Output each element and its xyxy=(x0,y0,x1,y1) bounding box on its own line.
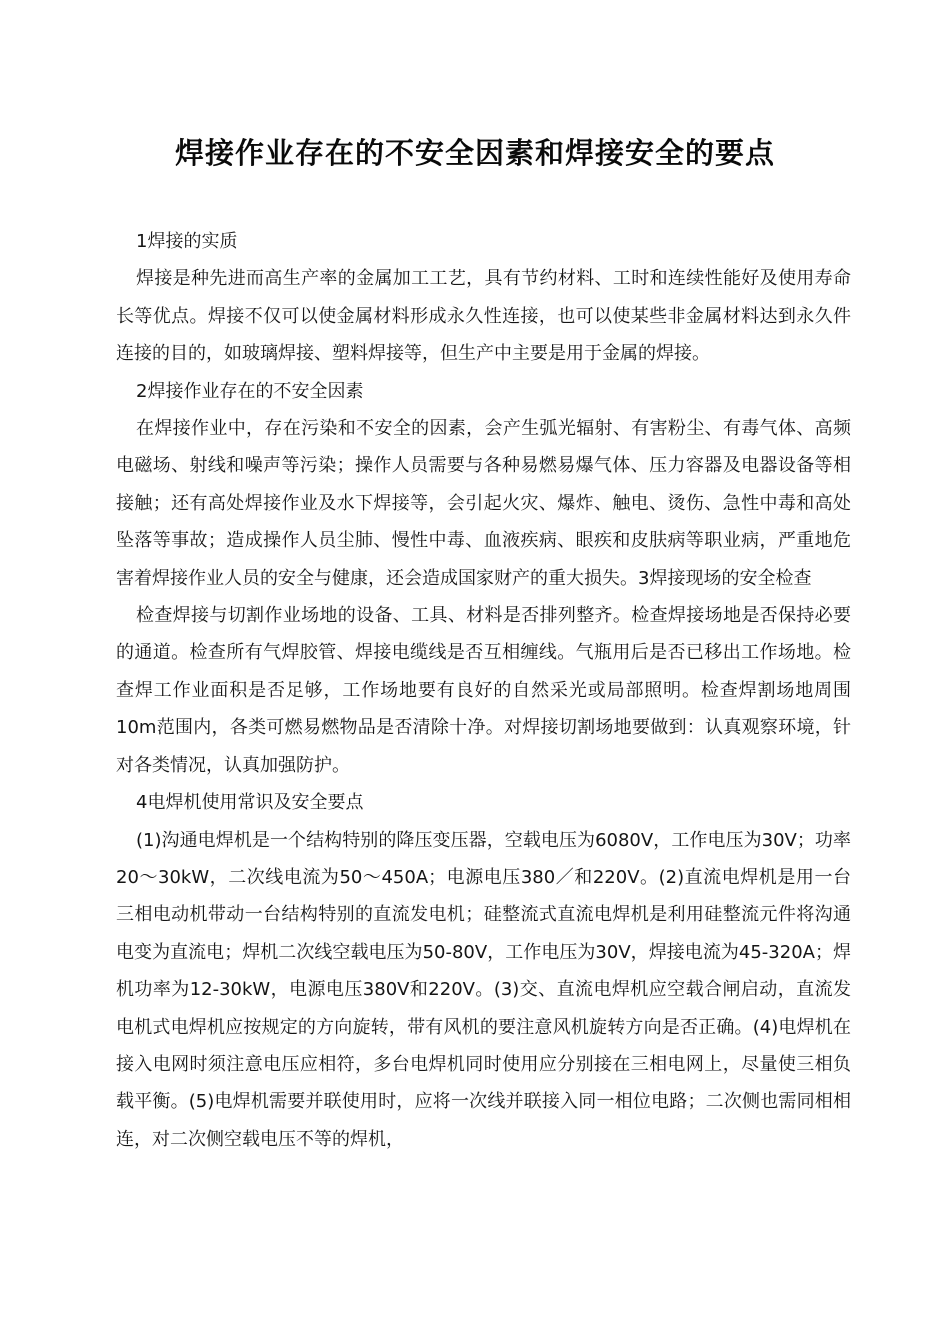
paragraph-welder-safety: (1)沟通电焊机是一个结构特别的降压变压器，空载电压为6080V，工作电压为30V；功率20～30kW，二次线电流为50～450A；电源电压380／和220V。(2)直流电焊机是用一台三相电动机带动一台结构特别的直流发电机；硅整流式直流电焊机是利用硅整流元件将沟通电变为直流电；焊机二次线空载电压为50-80V，工作电压为30V，焊接电流为45-320A；焊机功率为12-30kW，电源电压380V和220V。(3)交、直流电焊机应空载合闸启动，直流发电机式电焊机应按规定的方向旋转，带有风机的要注意风机旋转方向是否正确。(4)电焊机在接入电网时须注意电压应相符，多台电焊机同时使用应分别接在三相电网上，尽量使三相负载平衡。(5)电焊机需要并联使用时，应将一次线并联接入同一相位电路；二次侧也需同相相连，对二次侧空载电压不等的焊机， xyxy=(116,829,851,1150)
section-heading-2: 2焊接作业存在的不安全因素 xyxy=(136,380,364,402)
paragraph-site-inspection: 检查焊接与切割作业场地的设备、工具、材料是否排列整齐。检查焊接场地是否保持必要的通道。检查所有气焊胶管、焊接电缆线是否互相缠线。气瓶用后是否已移出工作场地。检查焊工作业面积是否足够，工作场地要有良好的自然采光或局部照明。检查焊割场地周围10m范围内，各类可燃易燃物品是否清除十净。对焊接切割场地要做到：认真观察环境，针对各类情况，认真加强防护。 xyxy=(116,605,851,776)
paragraph-welding-essence: 焊接是种先进而高生产率的金属加工工艺，具有节约材料、工时和连续性能好及使用寿命长等优点。焊接不仅可以使金属材料形成永久性连接，也可以使某些非金属材料达到永久件连接的目的，如玻璃焊接、塑料焊接等，但生产中主要是用于金属的焊接。 xyxy=(116,268,851,365)
paragraph-unsafe-factors: 在焊接作业中，存在污染和不安全的因素，会产生弧光辐射、有害粉尘、有毒气体、高频电磁场、射线和噪声等污染；操作人员需要与各种易燃易爆气体、压力容器及电器设备等相接触；还有高处焊接作业及水下焊接等，会引起火灾、爆炸、触电、烫伤、急性中毒和高处坠落等事故；造成操作人员尘肺、慢性中毒、血液疾病、眼疾和皮肤病等职业病，严重地危害着焊接作业人员的安全与健康，还会造成国家财产的重大损失。3焊接现场的安全检查 xyxy=(116,418,851,589)
document-title: 焊接作业存在的不安全因素和焊接安全的要点 xyxy=(174,136,775,170)
section-heading-1: 1焊接的实质 xyxy=(136,231,238,252)
document-body xyxy=(116,223,851,1158)
section-heading-4: 4电焊机使用常识及安全要点 xyxy=(136,792,364,814)
